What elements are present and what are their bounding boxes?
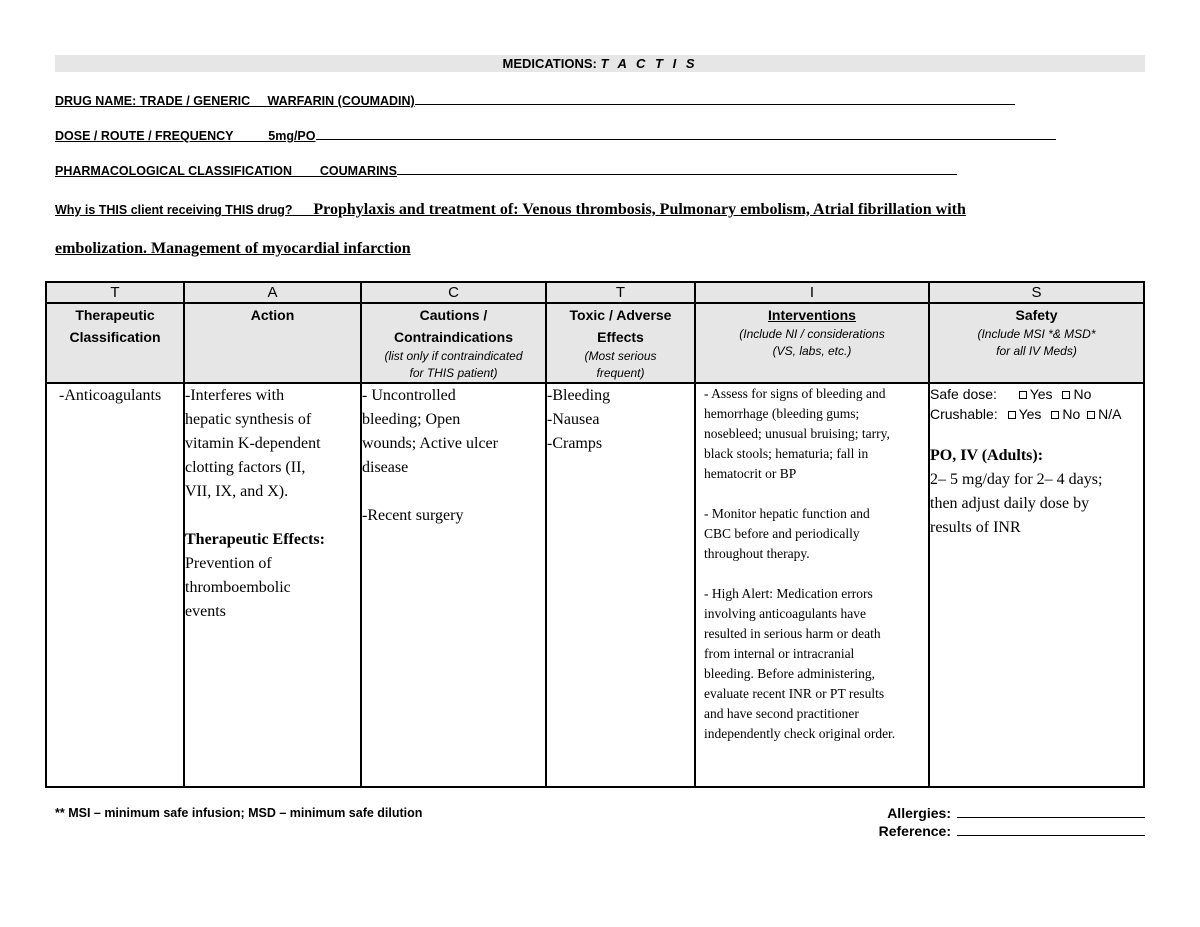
crushable-row: Crushable: Yes No N/A	[930, 406, 1122, 422]
header-toxic: Toxic / Adverse Effects (Most serious frequent)	[546, 303, 695, 383]
body-row	[46, 383, 1144, 787]
reference-field: Reference:	[879, 822, 1145, 839]
page-title	[55, 55, 1145, 72]
safe-dose-no-checkbox[interactable]	[1062, 391, 1070, 399]
cell-action: -Interferes with hepatic synthesis of vitamin K-dependent clotting factors (II, VII, IX, and X). Therapeutic Effects: Prevention of thromboembolic events	[184, 383, 361, 787]
reason-answer-1: Prophylaxis and treatment of: Venous thrombosis, Pulmonary embolism, Atrial fibrillation with	[313, 201, 966, 218]
header-safety: Safety (Include MSI *& MSD* for all IV Meds)	[929, 303, 1144, 383]
letter-s: S	[929, 282, 1144, 303]
crushable-no-checkbox[interactable]	[1051, 411, 1059, 419]
header-action: Action	[184, 303, 361, 383]
letter-a: A	[184, 282, 361, 303]
letter-t: T	[46, 282, 184, 303]
cell-toxic: -Bleeding -Nausea -Cramps	[546, 383, 695, 787]
letter-i: I	[695, 282, 929, 303]
letter-t2: T	[546, 282, 695, 303]
safe-dose-yes-checkbox[interactable]	[1019, 391, 1027, 399]
safe-dose-row: Safe dose: Yes No	[930, 386, 1092, 402]
cell-safety: Safe dose: Yes No Crushable: Yes No N/A PO, IV (Adults): 2– 5 mg/day for 2– 4 days; then adjust daily dose by results of INR	[929, 383, 1144, 787]
footnote: ** MSI – minimum safe infusion; MSD – minimum safe dilution	[55, 806, 423, 820]
header-cautions: Cautions / Contraindications (list only if contraindicated for THIS patient)	[361, 303, 546, 383]
cell-interventions: - Assess for signs of bleeding and hemorrhage (bleeding gums; nosebleed; unusual bruising; tarry, black stools; hematuria; fall in hematocrit or BP - Monitor hepatic function and CBC before and periodically throughout therapy. - High Alert: Medication errors involving anticoagulants have resulted in serious harm or death from internal or intracranial bleeding. Before administering, evaluate recent INR or PT results and have second practitioner independently check original order.	[695, 383, 929, 787]
classification-text: PHARMACOLOGICAL CLASSIFICATION____COUMARINS	[55, 164, 397, 178]
reason-line	[55, 201, 1135, 219]
reason-answer-2: embolization. Management of myocardial infarction	[55, 240, 411, 257]
dose-text: DOSE / ROUTE / FREQUENCY_____5mg/PO	[55, 129, 316, 143]
crushable-na-checkbox[interactable]	[1087, 411, 1095, 419]
allergies-field: Allergies:	[887, 804, 1145, 821]
classification-line	[55, 164, 1030, 178]
title-prefix: MEDICATIONS:	[502, 56, 601, 71]
drug-name-line	[55, 94, 1085, 108]
header-therapeutic: Therapeutic Classification	[46, 303, 184, 383]
header-row	[46, 303, 1144, 383]
cell-cautions: - Uncontrolled bleeding; Open wounds; Active ulcer disease -Recent surgery	[361, 383, 546, 787]
title-acronym: T A C T I S	[600, 56, 698, 71]
reason-question: Why is THIS client receiving THIS drug?___	[55, 203, 314, 217]
header-interventions: Interventions (Include NI / considerations (VS, labs, etc.)	[695, 303, 929, 383]
reference-blank[interactable]	[957, 822, 1145, 836]
therapeutic-effects-title: Therapeutic Effects:	[185, 531, 325, 548]
dose-line	[55, 129, 1105, 143]
letter-c: C	[361, 282, 546, 303]
crushable-yes-checkbox[interactable]	[1008, 411, 1016, 419]
cell-therapeutic-class: -Anticoagulants	[46, 383, 184, 787]
drug-name-text: DRUG NAME: TRADE / GENERIC__ WARFARIN (COUMADIN)	[55, 94, 415, 108]
reason-line-2	[55, 240, 411, 258]
dosing-title: PO, IV (Adults):	[930, 447, 1044, 464]
tactis-table	[45, 281, 1145, 788]
letter-row	[46, 282, 1144, 303]
allergies-blank[interactable]	[957, 804, 1145, 818]
